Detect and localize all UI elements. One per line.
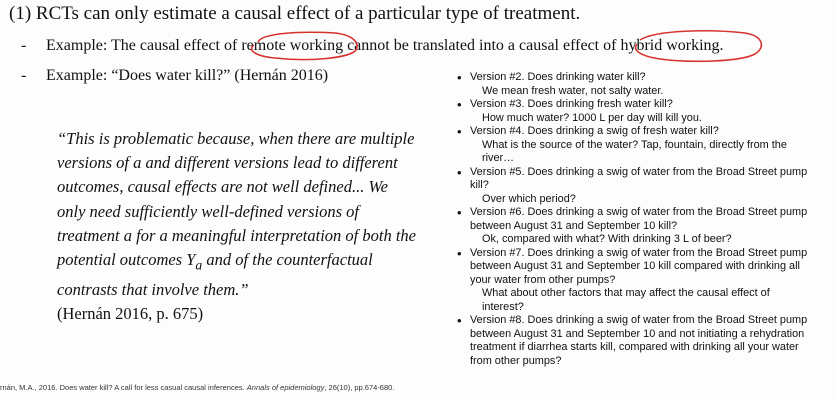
example-middle: cannot be translated into a causal effect of bbox=[343, 37, 621, 54]
bullet-dash: - bbox=[21, 37, 27, 54]
version-question: Version #4. Does drinking a swig of fresh water kill? bbox=[470, 125, 719, 137]
footnote-text: rnán, M.A., 2016. Does water kill? A call for less casual causal inferences. bbox=[0, 383, 247, 392]
version-question: Version #8. Does drinking a swig of water from the Broad Street pump between August 31 and September 10 and not initiating a rehydration treatment if diarrhea starts kill, compared with drinking all your water from other pumps? bbox=[470, 314, 808, 367]
version-question: Version #7. Does drinking a swig of water from the Broad Street pump between August 31 and September 10 kill compared with drinking all your water from other pumps? bbox=[470, 246, 808, 286]
version-item bbox=[454, 206, 814, 247]
version-question: Version #2. Does drinking water kill? bbox=[470, 71, 646, 83]
version-answer: What is the source of the water? Tap, fountain, directly from the river… bbox=[482, 138, 787, 164]
version-item bbox=[454, 71, 814, 98]
version-answer: Ok, compared with what? With drinking 3 L of beer? bbox=[482, 233, 732, 245]
example-remote-working bbox=[21, 37, 724, 55]
term-hybrid-working: hybrid working bbox=[620, 37, 720, 54]
slide-heading: (1) RCTs can only estimate a causal effect of a particular type of treatment. bbox=[9, 3, 581, 24]
version-item bbox=[454, 247, 814, 315]
hernan-quote bbox=[57, 127, 417, 326]
version-item bbox=[454, 166, 814, 207]
example-text: Example: “Does water kill?” (Hernán 2016) bbox=[46, 67, 329, 84]
quote-citation: (Hernán 2016, p. 675) bbox=[57, 303, 204, 323]
footnote-journal: Annals of epidemiology bbox=[246, 383, 325, 392]
reference-footnote bbox=[0, 383, 394, 392]
quote-text-end: and of the counterfactual contrasts that involve them.” bbox=[57, 250, 373, 299]
quote-subscript: a bbox=[195, 257, 203, 273]
versions-list bbox=[454, 71, 814, 368]
version-item bbox=[454, 314, 814, 368]
example-prefix: Example: The causal effect of bbox=[46, 37, 242, 54]
version-answer: How much water? 1000 L per day will kill you. bbox=[482, 111, 702, 124]
version-answer: Over which period? bbox=[482, 192, 576, 205]
version-answer: We mean fresh water, not salty water. bbox=[482, 84, 664, 97]
term-remote-working: remote working bbox=[241, 37, 344, 54]
version-item bbox=[454, 125, 814, 166]
quote-text: “This is problematic because, when there are multiple versions of a and different versions lead to different outcomes, causal effects are not well defined... We only need sufficiently well-defined versions of treatment a for a meaningful interpretation of both the potential outcomes Y bbox=[57, 129, 416, 270]
version-question: Version #5. Does drinking a swig of water from the Broad Street pump kill? bbox=[470, 165, 808, 191]
example-water-kill bbox=[21, 67, 328, 85]
footnote-rest: , 26(10), pp.674-680. bbox=[324, 383, 395, 392]
bullet-dash: - bbox=[21, 67, 27, 84]
version-answer: What about other factors that may affect the causal effect of interest? bbox=[482, 287, 770, 313]
version-question: Version #6. Does drinking a swig of water from the Broad Street pump between August 31 and September 10 kill? bbox=[470, 206, 808, 232]
version-question: Version #3. Does drinking fresh water kill? bbox=[470, 98, 673, 110]
version-item bbox=[454, 98, 814, 125]
example-suffix: . bbox=[719, 37, 724, 54]
